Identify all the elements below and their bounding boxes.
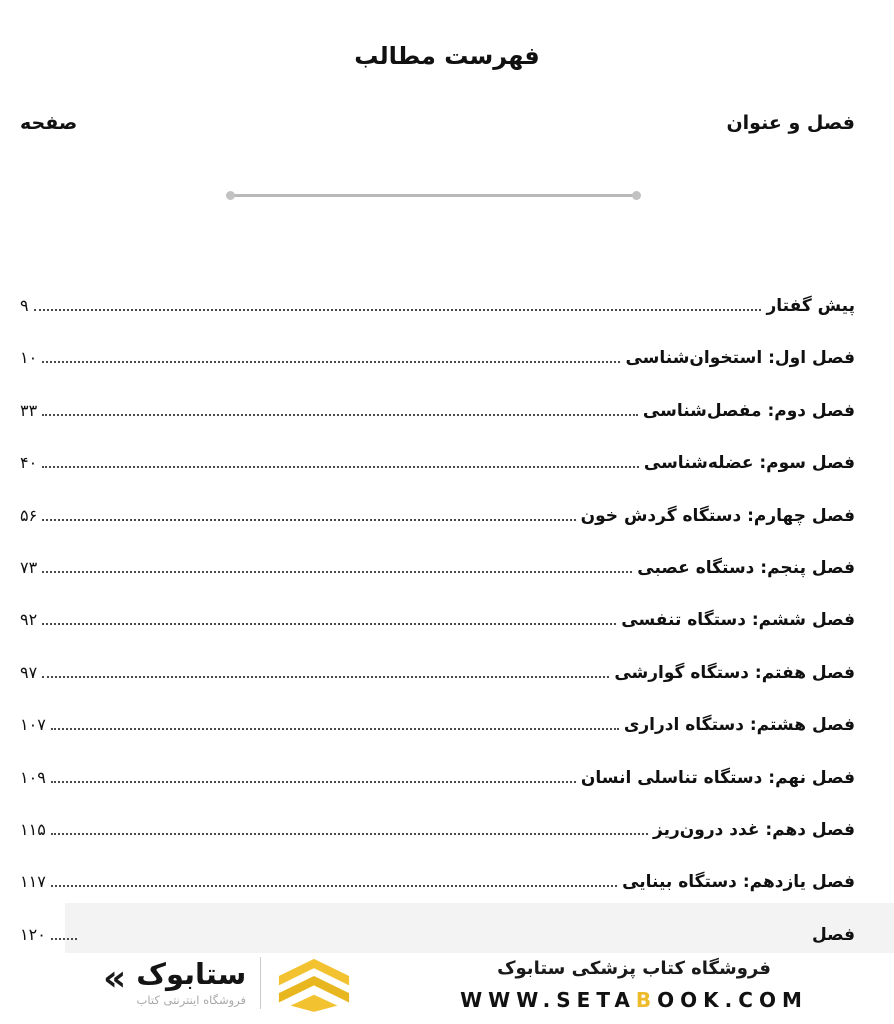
toc-row	[20, 646, 855, 698]
setabook-logo	[103, 954, 353, 1012]
toc-row	[20, 384, 855, 436]
dot-leader	[51, 832, 648, 835]
toc-entry-page: ۷۳	[20, 557, 38, 577]
store-name: فروشگاه کتاب پزشکی ستابوک	[497, 958, 771, 979]
ornamental-divider	[230, 194, 637, 197]
toc-entry-page: ۵۶	[20, 505, 38, 525]
dot-leader	[42, 465, 639, 468]
footer-store-block	[444, 958, 824, 1012]
dot-leader	[42, 622, 616, 625]
dot-leader	[42, 360, 620, 363]
toc-entry-page: ۱۰	[20, 348, 38, 368]
toc-row	[20, 436, 855, 488]
url-suffix: OOK.COM	[657, 988, 808, 1012]
toc-row	[20, 331, 855, 383]
toc-row	[20, 803, 855, 855]
column-header-page: صفحه	[20, 112, 78, 134]
toc-list	[20, 279, 855, 960]
dot-leader	[51, 884, 617, 887]
url-prefix: WWW.SETA	[460, 988, 636, 1012]
dot-leader	[42, 413, 638, 416]
toc-entry-page: ۹۷	[20, 662, 38, 682]
toc-entry-page: ۹۲	[20, 610, 38, 630]
toc-entry-page: ۱۱۷	[20, 872, 46, 892]
toc-row	[20, 541, 855, 593]
toc-entry-title: فصل هشتم: دستگاه ادراری	[623, 715, 855, 736]
toc-row	[20, 751, 855, 803]
guillemet-icon: «	[103, 958, 127, 999]
dot-leader	[42, 675, 609, 678]
dot-leader	[34, 308, 762, 311]
dot-leader	[82, 937, 807, 940]
toc-entry-title: فصل اول: استخوان‌شناسی	[625, 348, 855, 369]
toc-row	[20, 489, 855, 541]
setabook-emblem-icon	[275, 954, 353, 1012]
toc-entry-title: فصل یازدهم: دستگاه بینایی	[622, 872, 855, 893]
toc-entry-title: پیش گفتار	[766, 296, 855, 316]
dot-leader	[42, 518, 575, 521]
dot-leader-partial	[51, 937, 77, 940]
toc-entry-page: ۱۰۷	[20, 715, 46, 735]
toc-entry-title: فصل پنجم: دستگاه عصبی	[637, 557, 855, 578]
toc-entry-title: فصل نهم: دستگاه تناسلی انسان	[580, 767, 855, 788]
footer	[0, 953, 894, 1024]
toc-entry-title: فصل چهارم: دستگاه گردش خون	[580, 505, 855, 526]
toc-row	[20, 698, 855, 750]
toc-entry-page: ۱۱۵	[20, 819, 46, 839]
toc-entry-title: فصل هفتم: دستگاه گوارشی	[614, 662, 855, 683]
website-url	[444, 988, 824, 1012]
toc-entry-title: فصل دهم: غدد درون‌ریز	[653, 819, 855, 840]
dot-leader	[51, 780, 576, 783]
toc-row	[20, 279, 855, 331]
toc-entry-page: ۳۳	[20, 400, 38, 420]
logo-wordmark: ستابوک	[136, 956, 247, 991]
toc-entry-title: فصل سوم: عضله‌شناسی	[643, 453, 855, 474]
toc-row	[20, 593, 855, 645]
logo-wordmark-block	[136, 956, 247, 1008]
dot-leader	[51, 727, 619, 730]
toc-entry-title: فصل دوم: مفصل‌شناسی	[642, 400, 855, 421]
toc-entry-title: فصل	[811, 924, 855, 945]
toc-entry-page: ۹	[20, 296, 29, 315]
toc-entry-title: فصل ششم: دستگاه تنفسی	[621, 610, 855, 631]
logo-divider	[260, 957, 261, 1009]
url-accent-letter: B	[635, 988, 658, 1012]
dot-leader	[42, 570, 632, 573]
toc-row	[20, 855, 855, 907]
toc-entry-page: ۱۲۰	[20, 924, 46, 944]
toc-entry-page: ۱۰۹	[20, 767, 46, 787]
page-title: فهرست مطالب	[354, 42, 540, 70]
toc-entry-page: ۴۰	[20, 453, 38, 473]
logo-subtitle: فروشگاه اینترنتی کتاب	[136, 993, 246, 1008]
column-header-chapter: فصل و عنوان	[726, 112, 855, 134]
